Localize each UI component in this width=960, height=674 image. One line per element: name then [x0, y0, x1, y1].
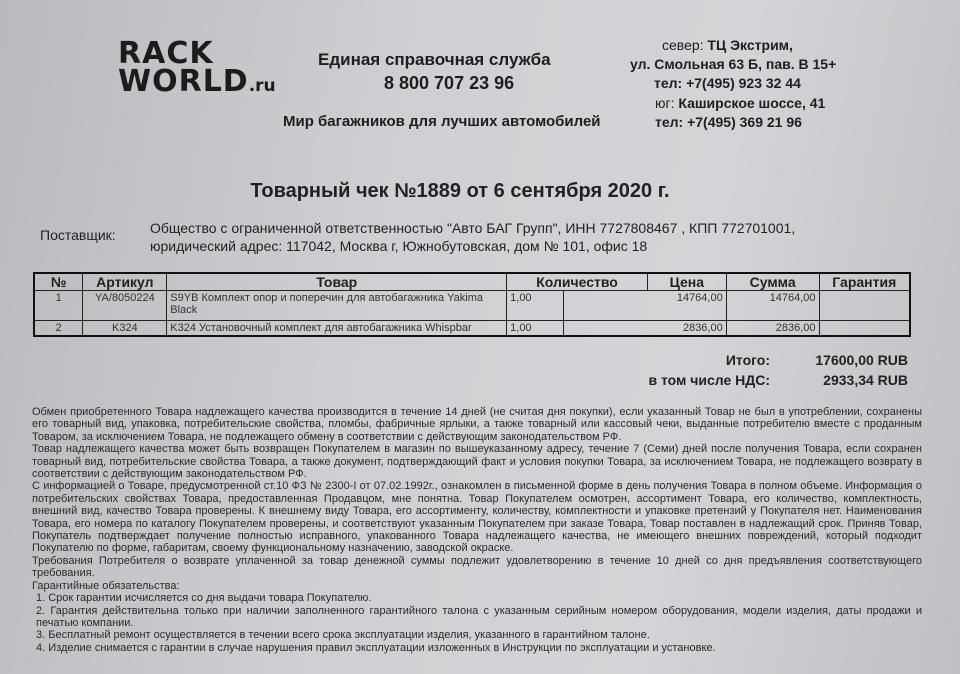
south-phone: тел: +7(495) 369 21 96 [655, 114, 802, 130]
north-phone: тел: +7(495) 923 32 44 [654, 75, 801, 91]
row-number: 1 [34, 291, 83, 321]
north-label: север: [662, 37, 704, 53]
total-label: Итого: [725, 352, 770, 368]
table-row [34, 291, 910, 321]
logo-line1: RACK [118, 36, 214, 71]
table-row [34, 321, 910, 337]
row-price: 2836,00 [564, 321, 727, 337]
logo-suffix: .ru [248, 76, 276, 96]
col-header: Сумма [726, 273, 819, 291]
supplier-line2: юридический адрес: 117042, Москва г, Южнобутовская, дом № 101, офис 18 [150, 238, 648, 254]
document-title: Товарный чек №1889 от 6 сентября 2020 г. [250, 180, 670, 202]
col-header: Товар [167, 273, 507, 291]
warranty-item: 3. Бесплатный ремонт осуществляется в течении всего срока эксплуатации изделия, указанного в гарантийном талоне. [36, 629, 650, 642]
warranty-item: 2. Гарантия действительна только при наличии заполненного гарантийного талона с указанным серийным номером оборудования, модели изделия, даты продажи и печатью компании. [36, 604, 922, 629]
north-address: ул. Смольная 63 Б, пав. В 15+ [630, 56, 837, 72]
row-price: 14764,00 [564, 291, 727, 321]
row-qty: 1,00 [507, 321, 564, 337]
vat-label: в том числе НДС: [648, 372, 770, 388]
col-header: Гарантия [819, 273, 910, 291]
terms-text [32, 406, 922, 654]
table-header-row [34, 273, 910, 291]
row-sum: 2836,00 [726, 321, 819, 337]
terms-information: С информацией о Товаре, предусмотренной ст.10 ФЗ № 2300-I от 07.02.1992г., ознакомлен в письменной форме в день получения Товара в полном объеме. Информация о потребительских свойствах Товара, предоставленная Продавцом, мне понятна. Товар Покупателем осмотрен, ассортимент Товара, его количество, комплектность, внешний вид, качество Товара проверены. К внешнему виду Товара, его ассортименту, количеству, комплектности и упаковке претензий у Покупателя нет. Наименования Товара, его номера по каталогу Покупателем проверены, и соответствуют указанным Покупателем при заказе Товара, Товар поставлен в надлежащий срок. Приняв Товар, Покупатель подтверждает получение полностью исправного, упакованного Товара надлежащего качества, не имеющего внешних повреждений, который подходит Покупателю по форме, габаритам, своему функциональному назначению, заводской окраске. [32, 480, 922, 555]
warranty-title: Гарантийные обязательства: [32, 579, 180, 592]
terms-return: Товар надлежащего качества может быть возвращен Покупателем в магазин по вышеуказанному адресу, течение 7 (Семи) дней после получения Товара, если сохранен товарный вид, потребительские свойства Товара, а также документ, подтверждающий факт и условия покупки Товара, за исключением Товара, не подлежащего возврату в соответствии с действующим законодательством РФ. [32, 443, 922, 481]
terms-refund: Требования Потребителя о возврате уплаченной за товар денежной суммы подлежит удовлетворению в течение 10 дней со дня предъявления соответствующего требования. [32, 554, 922, 580]
south-label: юг: [655, 95, 675, 111]
north-store [630, 36, 850, 93]
supplier-line1: Общество с ограниченной ответственностью "Авто БАГ Групп", ИНН 7727808467 , КПП 772701001, [150, 220, 796, 236]
service-label: Единая справочная служба [318, 50, 551, 69]
north-name: ТЦ Экстрим, [707, 37, 793, 53]
row-sku: K324 [83, 321, 167, 337]
slogan: Мир багажников для лучших автомобилей [283, 113, 601, 130]
south-store [655, 94, 855, 132]
warranty-item: 4. Изделие снимается с гарантии в случае нарушения правил эксплуатации изложенных в Инструкции по эксплуатации и установке. [36, 641, 716, 654]
row-warranty [819, 321, 910, 337]
row-sum: 14764,00 [726, 291, 819, 321]
total-value: 17600,00 RUB [815, 352, 908, 368]
row-sku: YA/8050224 [83, 291, 167, 321]
row-name: K324 Установочный комплект для автобагажника Whispbar [167, 321, 507, 337]
col-header: Цена [647, 273, 726, 291]
south-address: Каширское шоссе, 41 [678, 95, 826, 111]
warranty-item: 1. Срок гарантии исчисляется со дня выдачи товара Покупателю. [36, 592, 372, 605]
col-header: № [34, 273, 83, 291]
row-number: 2 [34, 321, 83, 337]
rackworld-logo [118, 36, 276, 100]
logo-line2: WORLD [118, 64, 249, 99]
vat-value: 2933,34 RUB [823, 372, 908, 388]
service-phone: 8 800 707 23 96 [384, 73, 515, 93]
supplier-label: Поставщик: [40, 227, 116, 243]
row-name: S9YB Комплект опор и поперечин для автобагажника Yakima Black [167, 291, 507, 321]
terms-exchange: Обмен приобретенного Товара надлежащего качества производится в течение 14 дней (не считая дня покупки), если указанный Товар не был в употреблении, сохранены его товарный вид, упаковка, потребительские свойства, пломбы, фабричные ярлыки, а также товарный или кассовый чеки, выданные потребителю вместе с проданным Товаром, за исключением Товара, не подлежащего обмену в соответствии с действующим законодательством РФ. [32, 406, 922, 443]
col-header: Артикул [83, 273, 167, 291]
row-qty: 1,00 [507, 291, 564, 321]
items-table [33, 272, 911, 337]
row-warranty [819, 291, 910, 321]
col-header: Количество [507, 273, 648, 291]
